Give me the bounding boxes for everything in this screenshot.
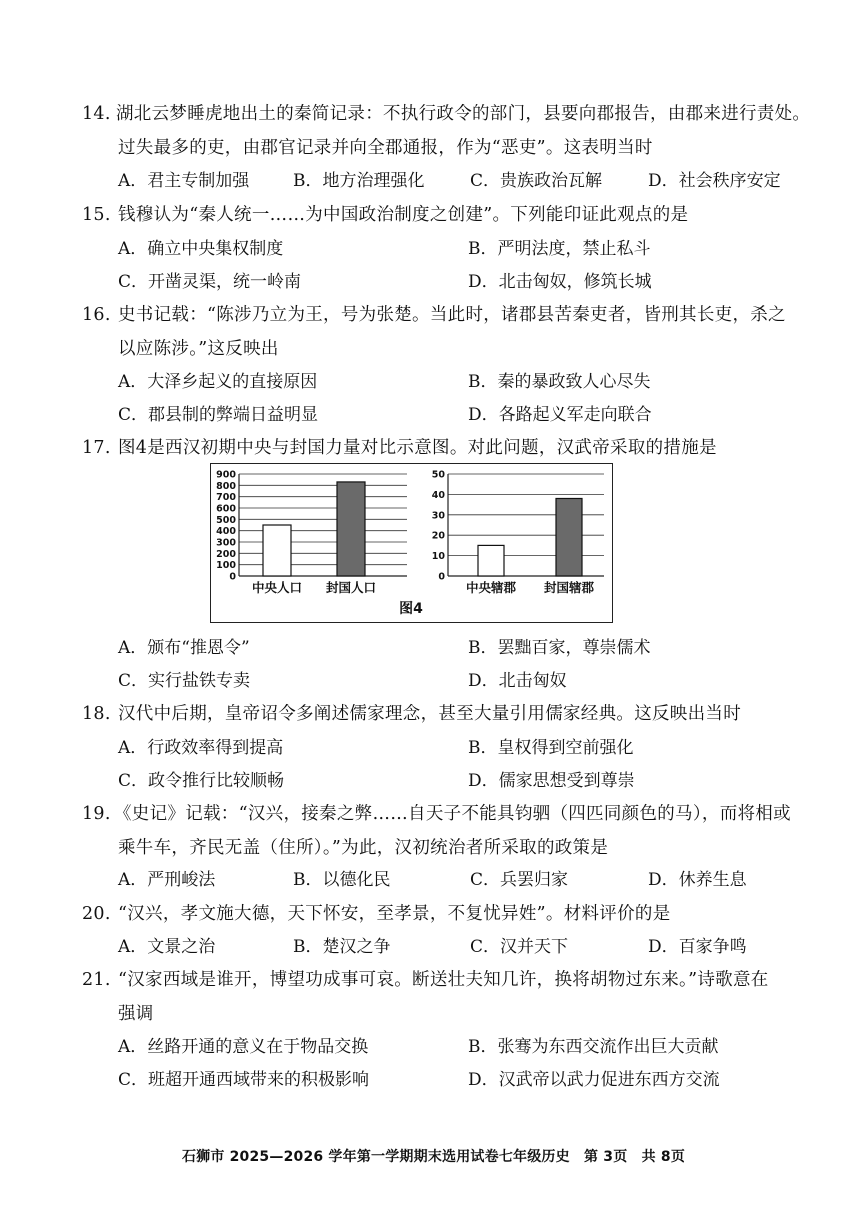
question-18-option-c[interactable]: C．政令推行比较顺畅	[118, 771, 285, 791]
question-15-text-line-1: 钱穆认为“秦人统一……为中国政治制度之创建”。下列能印证此观点的是	[118, 205, 689, 225]
figure-4-box	[210, 463, 613, 623]
commanderies-category-label: 封国辖郡	[543, 580, 595, 595]
question-20-option-c[interactable]: C．汉并天下	[470, 937, 569, 957]
commanderies-chart	[432, 470, 604, 596]
question-19-text-line-2: 乘牛车，齐民无盖（住所）。”为此，汉初统治者所采取的政策是	[118, 838, 609, 858]
question-18-number: 18.	[82, 704, 111, 724]
question-17-number: 17.	[82, 438, 111, 458]
question-15-option-b[interactable]: B．严明法度，禁止私斗	[468, 239, 651, 259]
question-19-option-a[interactable]: A．严刑峻法	[118, 870, 216, 890]
question-14-option-d[interactable]: D．社会秩序安定	[648, 171, 781, 191]
population-y-tick-label: 900	[216, 469, 236, 481]
question-16-option-a[interactable]: A．大泽乡起义的直接原因	[118, 372, 318, 392]
question-19-option-c[interactable]: C．兵罢归家	[470, 870, 569, 890]
population-bar-2	[337, 482, 365, 576]
population-y-tick-label: 300	[216, 537, 236, 549]
population-y-tick-label: 600	[216, 503, 236, 515]
question-16-option-b[interactable]: B．秦的暴政致人心尽失	[468, 372, 651, 392]
question-21-text-line-2: 强调	[118, 1004, 154, 1024]
question-14-option-a[interactable]: A．君主专制加强	[118, 171, 250, 191]
population-y-tick-label: 700	[216, 492, 236, 504]
question-14-text-line-2: 过失最多的吏，由郡官记录并向全郡通报，作为“恶吏”。这表明当时	[118, 138, 653, 158]
commanderies-y-tick-label: 0	[438, 571, 445, 583]
question-20-option-b[interactable]: B．楚汉之争	[293, 937, 391, 957]
population-y-tick-label: 800	[216, 480, 236, 492]
question-17-option-d[interactable]: D．北击匈奴	[468, 671, 567, 691]
population-y-tick-label: 500	[216, 514, 236, 526]
question-19-option-d[interactable]: D．休养生息	[648, 870, 747, 890]
population-y-tick-label: 200	[216, 548, 236, 560]
question-21-option-b[interactable]: B．张骞为东西交流作出巨大贡献	[468, 1037, 719, 1057]
question-17-option-b[interactable]: B．罢黜百家，尊崇儒术	[468, 638, 651, 658]
question-19-text-line-1: 《史记》记载：“汉兴，接秦之弊……自天子不能具钧驷（四匹同颜色的马），而将相或	[114, 804, 791, 824]
question-21-option-c[interactable]: C．班超开通西域带来的积极影响	[118, 1070, 370, 1090]
question-14-option-b[interactable]: B．地方治理强化	[293, 171, 425, 191]
commanderies-y-tick-label: 20	[431, 530, 445, 542]
question-17-option-a[interactable]: A．颁布“推恩令”	[118, 638, 250, 658]
question-16-option-c[interactable]: C．郡县制的弊端日益明显	[118, 405, 319, 425]
population-y-tick-label: 100	[216, 560, 236, 572]
commanderies-y-tick-label: 30	[431, 510, 445, 522]
question-14-option-c[interactable]: C．贵族政治瓦解	[470, 171, 603, 191]
figure-4-charts	[211, 464, 611, 621]
question-21-option-a[interactable]: A．丝路开通的意义在于物品交换	[118, 1037, 369, 1057]
question-16-number: 16.	[82, 305, 111, 325]
question-20-option-d[interactable]: D．百家争鸣	[648, 937, 747, 957]
question-17-option-c[interactable]: C．实行盐铁专卖	[118, 671, 251, 691]
population-category-label: 中央人口	[251, 580, 303, 595]
question-21-option-d[interactable]: D．汉武帝以武力促进东西方交流	[468, 1070, 720, 1090]
question-21-text-line-1: “汉家西域是谁开，博望功成事可哀。断送壮夫知几许，换将胡物过东来。”诗歌意在	[118, 970, 769, 990]
question-18-option-a[interactable]: A．行政效率得到提高	[118, 738, 284, 758]
question-19-option-b[interactable]: B．以德化民	[293, 870, 391, 890]
question-18-option-b[interactable]: B．皇权得到空前强化	[468, 738, 634, 758]
question-20-number: 20.	[82, 904, 111, 924]
commanderies-y-tick-label: 40	[431, 489, 445, 501]
question-14-text-line-1: 湖北云梦睡虎地出土的秦简记录：不执行政令的部门，县要向郡报告，由郡来进行责处。	[116, 104, 811, 124]
question-20-option-a[interactable]: A．文景之治	[118, 937, 216, 957]
population-chart	[216, 470, 407, 596]
question-19-number: 19.	[82, 804, 111, 824]
question-15-option-a[interactable]: A．确立中央集权制度	[118, 239, 284, 259]
question-16-option-d[interactable]: D．各路起义军走向联合	[468, 405, 652, 425]
commanderies-y-tick-label: 10	[431, 551, 445, 563]
question-18-text-line-1: 汉代中后期，皇帝诏令多阐述儒家理念，甚至大量引用儒家经典。这反映出当时	[118, 704, 741, 724]
commanderies-bar-2	[556, 498, 582, 576]
commanderies-y-tick-label: 50	[431, 469, 445, 481]
population-y-tick-label: 400	[216, 526, 236, 538]
question-14-number: 14.	[82, 104, 111, 124]
population-bar-1	[263, 525, 291, 576]
question-15-number: 15.	[82, 205, 111, 225]
question-16-text-line-2: 以应陈涉。”这反映出	[118, 339, 279, 359]
question-21-number: 21.	[82, 970, 111, 990]
population-y-tick-label: 0	[229, 571, 236, 583]
commanderies-category-label: 中央辖郡	[465, 580, 517, 595]
commanderies-bar-1	[478, 545, 504, 576]
figure-caption: 图4	[399, 601, 423, 617]
question-17-text-line-1: 图4是西汉初期中央与封国力量对比示意图。对此问题，汉武帝采取的措施是	[118, 438, 717, 458]
page-footer: 石狮市 2025—2026 学年第一学期期末选用试卷七年级历史 第 3页 共 8页	[181, 1149, 686, 1165]
question-20-text-line-1: “汉兴，孝文施大德，天下怀安，至孝景，不复忧异姓”。材料评价的是	[118, 904, 671, 924]
population-category-label: 封国人口	[325, 580, 377, 595]
question-16-text-line-1: 史书记载：“陈涉乃立为王，号为张楚。当此时，诸郡县苦秦吏者，皆刑其长吏，杀之	[118, 305, 786, 325]
question-15-option-c[interactable]: C．开凿灵渠，统一岭南	[118, 272, 302, 292]
question-18-option-d[interactable]: D．儒家思想受到尊崇	[468, 771, 635, 791]
question-15-option-d[interactable]: D．北击匈奴，修筑长城	[468, 272, 652, 292]
